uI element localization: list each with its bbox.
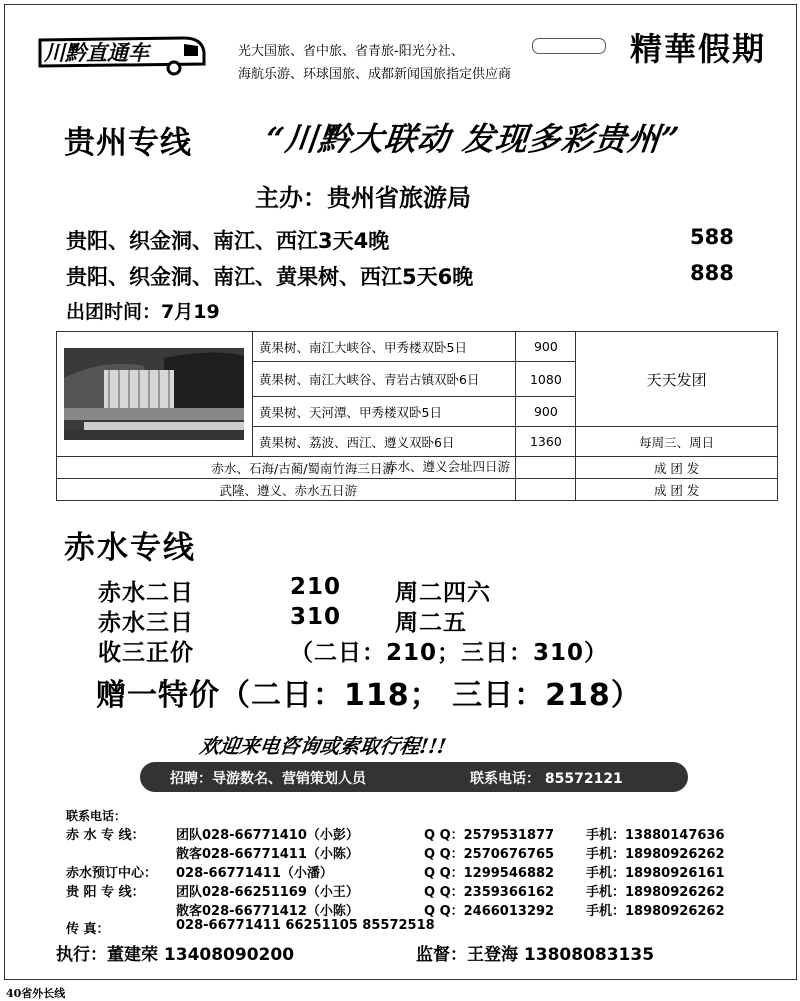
extra-tour-middle-text: 赤水、遵义会址四日游 xyxy=(385,459,511,474)
tour-price-cell: 900 xyxy=(516,397,576,427)
extra-tour-left: 赤水、石海/古蔺/蜀南竹海三日游 xyxy=(57,457,516,479)
contact-mobile: 手机：18980926262 xyxy=(586,847,725,862)
contact-mobile: 手机：18980926262 xyxy=(586,885,725,900)
contact-qq: Q Q：2579531877 xyxy=(424,828,555,843)
extra-tour-left: 武隆、遵义、赤水五日游 xyxy=(57,479,516,501)
supervisor: 监督：王登海 13808083135 xyxy=(416,945,655,965)
route-price-1: 588 xyxy=(690,225,734,249)
contact-qq: Q Q：1299546882 xyxy=(424,866,555,881)
tour-price-cell: 1080 xyxy=(516,362,576,397)
contact-tel: 团队028-66771410（小彭） xyxy=(176,828,359,843)
route-name-1: 贵阳、织金洞、南江、西江3天4晚 xyxy=(66,229,390,253)
contact-mobile: 手机：18980926262 xyxy=(586,904,725,919)
page-title: 贵州专线 xyxy=(64,125,192,161)
contact-qq: Q Q：2466013292 xyxy=(424,904,555,919)
recruit-text: 招聘：导游数名、营销策划人员 xyxy=(170,771,366,787)
contact-mobile: 手机：18980926161 xyxy=(586,866,725,881)
extra-tour-status: 成 团 发 xyxy=(576,479,778,501)
route-name-2: 贵阳、织金洞、南江、黄果树、西江5天6晚 xyxy=(66,265,474,289)
contact-tel: 团队028-66251169（小王） xyxy=(176,885,359,900)
cs-price-2: 310 xyxy=(290,604,342,630)
contact-label: 赤 水 专 线： xyxy=(66,828,145,843)
table-row xyxy=(57,479,778,501)
cs-full-price-detail: （二日：210；三日：310） xyxy=(290,640,609,666)
schedule-daily: 天天发团 xyxy=(576,332,778,427)
section-title-chishui: 赤水专线 xyxy=(64,530,196,566)
tour-name-cell: 黄果树、天河潭、甲秀楼双卧5日 xyxy=(252,397,515,427)
contact-tel: 028-66771411（小潘） xyxy=(176,866,333,881)
cs-name-1: 赤水二日 xyxy=(98,580,194,606)
tour-price-cell: 1360 xyxy=(516,427,576,457)
route-price-2: 888 xyxy=(690,261,734,285)
cs-name-2: 赤水三日 xyxy=(98,610,194,636)
waterfall-photo xyxy=(64,348,244,440)
executor: 执行：董建荣 13408090200 xyxy=(56,945,295,965)
extra-tour-status: 成 团 发 xyxy=(576,457,778,479)
extra-tour-middle xyxy=(516,457,576,479)
welcome-text: 欢迎来电咨询或索取行程!!! xyxy=(198,734,448,758)
contact-tel: 散客028-66771411（小陈） xyxy=(176,847,359,862)
gift-offer: 赠一特价（二日：118； 三日：218） xyxy=(96,678,642,713)
table-row xyxy=(57,332,778,362)
depart-time: 出团时间：7月19 xyxy=(66,301,220,323)
schedule-weekly: 每周三、周日 xyxy=(576,427,778,457)
host-line: 主办：贵州省旅游局 xyxy=(255,184,471,212)
contact-tel: 散客028-66771412（小陈） xyxy=(176,904,359,919)
cs-days-2: 周二五 xyxy=(395,610,467,636)
contact-qq: Q Q：2359366162 xyxy=(424,885,555,900)
tour-price-cell: 900 xyxy=(516,332,576,362)
photo-cell xyxy=(57,332,253,457)
fax-numbers: 028-66771411 66251105 85572518 xyxy=(176,918,435,933)
brand-logo: 精華假期 xyxy=(630,30,767,68)
agents-line-1: 光大国旅、省中旅、省青旅-阳光分社、 xyxy=(238,44,464,59)
agents-list xyxy=(238,40,511,86)
contacts-heading: 联系电话： xyxy=(66,809,127,823)
agents-line-2: 海航乐游、环球国旅、成都新闻国旅指定供应商 xyxy=(238,67,512,82)
cs-price-1: 210 xyxy=(290,574,342,600)
recruit-phone: 联系电话： 85572121 xyxy=(470,771,623,787)
company-logo xyxy=(34,28,209,78)
slogan: “川黔大联动 发现多彩贵州” xyxy=(263,120,682,158)
tour-table xyxy=(56,331,778,501)
contact-qq: Q Q：2570676765 xyxy=(424,847,555,862)
cs-days-1: 周二四六 xyxy=(395,580,491,606)
fax-label: 传 真： xyxy=(66,922,110,937)
cs-full-price: 收三正价 xyxy=(98,640,194,666)
recruit-bar xyxy=(140,762,688,792)
contact-mobile: 手机：13880147636 xyxy=(586,828,725,843)
page-footer: 40省外长线 xyxy=(6,987,66,1000)
extra-tour-middle-empty xyxy=(516,479,576,501)
contact-label: 贵 阳 专 线： xyxy=(66,885,145,900)
logo-text: 川黔直通车 xyxy=(44,41,149,65)
tour-name-cell: 黄果树、南江大峡谷、甲秀楼双卧5日 xyxy=(252,332,515,362)
partner-badge-icon xyxy=(532,38,606,54)
contact-label: 赤水预订中心： xyxy=(66,866,158,881)
tour-name-cell: 黄果树、南江大峡谷、青岩古镇双卧6日 xyxy=(252,362,515,397)
tour-name-cell: 黄果树、荔波、西江、遵义双卧6日 xyxy=(252,427,515,457)
